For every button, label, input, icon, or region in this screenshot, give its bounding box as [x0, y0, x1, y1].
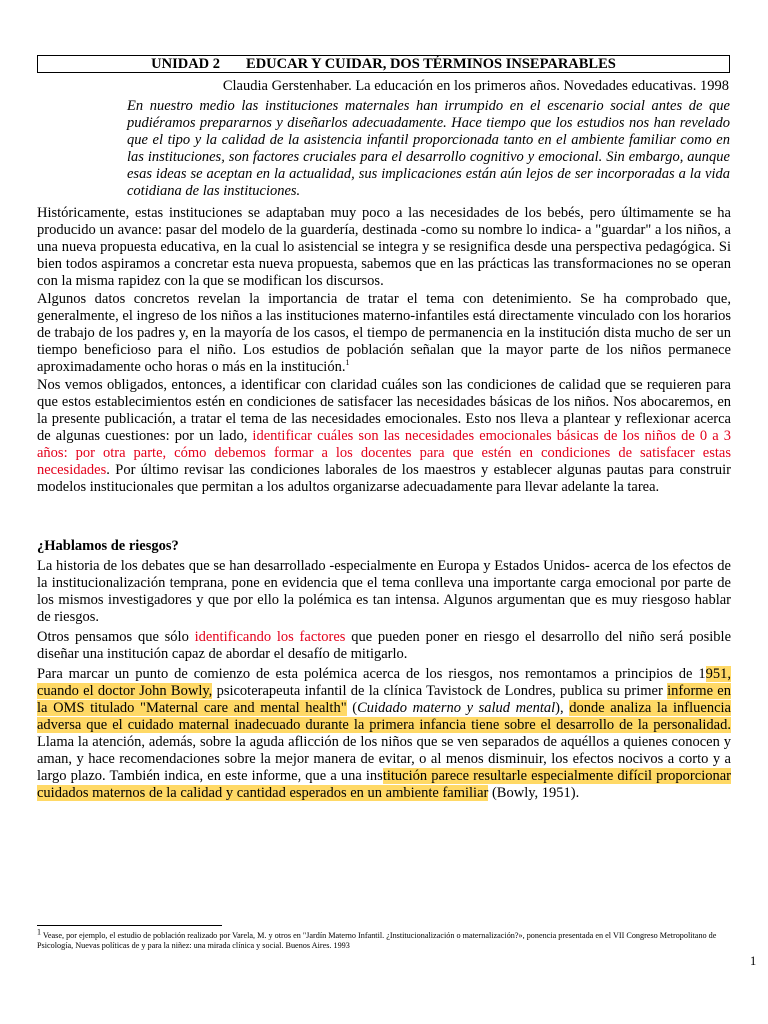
section-heading: ¿Hablamos de riesgos?	[37, 538, 179, 554]
paragraph-3-text-b: . Por último revisar las condiciones laborales de los maestros y establecer algunas pautas para construir modelos institucionales que permitan a los adultos organizarse adecuadamente para llevar adelante la tarea.	[37, 462, 731, 495]
footnote-marker: 1	[37, 927, 41, 937]
paragraph-3	[37, 377, 731, 496]
highlight-3: donde analiza la influencia adversa que el cuidado maternal inadecuado durante la primera infancia tiene sobre el desarrollo de la personalidad.	[37, 700, 731, 733]
footnote-ref: 1	[345, 358, 350, 368]
paragraph-3-text-a: Nos vemos obligados, entonces, a identificar con claridad cuáles son las condiciones de calidad que se requieren para que estos establecimientos estén en condiciones de satisfacer las necesidades básicas de los niños. Nos abocaremos, en la presente publicación, a tratar el tema de las necesidades emocionales. Esto nos lleva a plantear y reflexionar acerca de algunas cuestiones: por un lado,	[37, 377, 731, 444]
footnote	[37, 927, 731, 951]
footnote-divider	[37, 925, 222, 926]
footnote-text: Vease, por ejemplo, el estudio de población realizado por Varela, M. y otros en "Jardín Materno Infantil. ¿Institucionalización o maternalización?», ponencia presentada en el VII Congreso Metropolitano de Psicología, Nuevas políticas de y para la niñez: una mirada clínica y social. Buenos Aires. 1993	[37, 931, 717, 950]
paragraph-6-text-b: psicoterapeuta infantil de la clínica Tavistock de Londres, publica su primer	[212, 683, 668, 699]
abstract: En nuestro medio las instituciones maternales han irrumpido en el escenario social antes de que pudiéramos prepararnos y diseñarlos adecuadamente. Hace tiempo que los estudios nos han revelado que el tipo y la calidad de la asistencia infantil proporcionada tanto en el ambiente familiar como en las instituciones, son factores cruciales para el desarrollo cognitivo y emocional. Sin embargo, aunque esas ideas se aceptan en la actualidad, sus implicaciones están aún lejos de ser incorporadas a la vida cotidiana de las instituciones.	[127, 98, 730, 199]
paragraph-2	[37, 291, 731, 376]
paragraph-5	[37, 629, 731, 663]
paragraph-2-text: Algunos datos concretos revelan la importancia de tratar el tema con detenimiento. Se ha comprobado que, generalmente, el ingreso de los niños a las instituciones materno-infantiles está directamente vinculado con los horarios de trabajo de los padres y, en la mayoría de los casos, el tiempo de permanencia en la institución dista mucho de ser un tiempo beneficioso para el niño. Los estudios de población señalan que la mayor parte de los niños permanece aproximadamente ocho horas o más en la institución.	[37, 291, 731, 375]
italic-title: Cuidado materno y salud mental	[357, 700, 556, 716]
paragraph-4: La historia de los debates que se han desarrollado -especialmente en Europa y Estados Unidos- acerca de los efectos de la institucionalización temprana, pone en evidencia que el tema conlleva una importante carga emocional por parte de los mismos investigadores y que por ello la polémica es tan intensa. Algunos argumentan que es muy riesgoso hablar de riesgos.	[37, 558, 731, 625]
page-number: 1	[750, 954, 757, 968]
highlight-2: informe en la OMS titulado "Maternal care and mental health"	[37, 683, 731, 716]
paragraph-3-red-text: identificar cuáles son las necesidades emocionales básicas de los niños de 0 a 3 años: por otra parte, cómo debemos formar a los docentes para que estén en condiciones de satisfacer estas necesidades	[37, 428, 731, 478]
paragraph-6	[37, 666, 731, 802]
citation: Claudia Gerstenhaber. La educación en los primeros años. Novedades educativas. 1998	[222, 78, 729, 94]
paragraph-6-text-e: Llama la atención, además, sobre la aguda aflicción de los niños que se ven separados de aquéllos a quienes conocen y aman, y hace recomendaciones sobre la mejor manera de evitar, o al menos disminuir, los efectos nocivos a corto y a largo plazo. También indica, en este informe, que a una ins	[37, 734, 731, 784]
highlight-4: titución parece resultarle especialmente difícil proporcionar cuidados maternos de la calidad y cantidad esperados en un ambiente familiar	[37, 768, 731, 801]
paragraph-5-text-b: que pueden poner en riesgo el desarrollo del niño será posible diseñar una institución capaz de abordar el desafío de mitigarlo.	[37, 629, 732, 662]
unit-label: UNIDAD 2	[151, 56, 221, 72]
paragraph-6-text-d: ),	[555, 700, 570, 716]
unit-title: EDUCAR Y CUIDAR, DOS TÉRMINOS INSEPARABLES	[246, 56, 616, 72]
paragraph-6-text-c: (	[346, 700, 358, 716]
document-page	[37, 0, 757, 1024]
paragraph-5-red-text: identificando los factores	[194, 629, 346, 645]
paragraph-6-text-a: Para marcar un punto de comienzo de esta polémica acerca de los riesgos, nos remontamos a principios de 1	[37, 666, 706, 682]
paragraph-1: Históricamente, estas instituciones se adaptaban muy poco a las necesidades de los bebés, pero últimamente se ha producido un avance: pasar del modelo de la guardería, destinada -como su nombre lo indica- a "guardar" a los niños, a una nueva propuesta educativa, en la cual lo asistencial se integra y se resignifica desde una perspectiva pedagógica. Si bien todos aspiramos a concretar esta nueva propuesta, sabemos que en las prácticas las transformaciones no se operan con la misma rapidez con la que se modifican los discursos.	[37, 205, 731, 289]
paragraph-6-text-f: (Bowly, 1951).	[488, 785, 580, 801]
paragraph-5-text-a: Otros pensamos que sólo	[37, 629, 195, 645]
highlight-1: 951, cuando el doctor John Bowly,	[37, 666, 731, 699]
unit-title-box	[37, 55, 730, 73]
